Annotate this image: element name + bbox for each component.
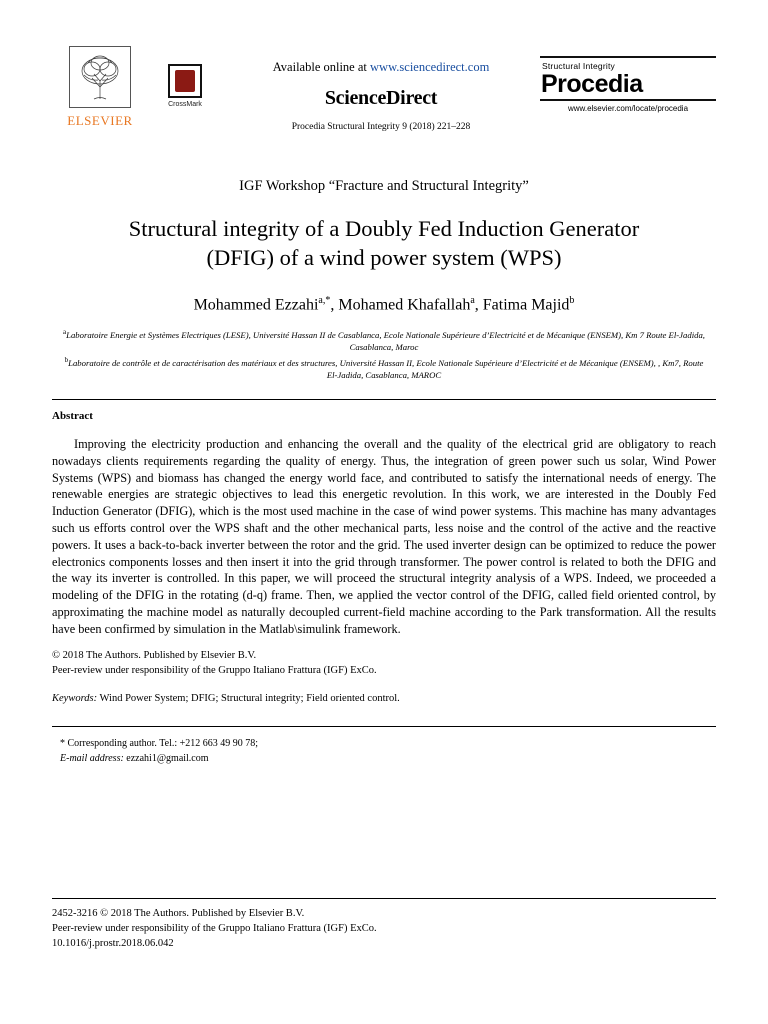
affiliation-a: [52, 328, 716, 354]
crossmark-icon: [168, 64, 202, 98]
divider-above-abstract: [52, 399, 716, 400]
page-footer: [52, 906, 716, 952]
affiliation-a-marker: a: [63, 327, 67, 336]
author-1: Mohammed Ezzahi: [193, 295, 319, 313]
author-list: [52, 295, 716, 314]
elsevier-tree-icon: [69, 46, 131, 108]
email-label: E-mail address:: [60, 752, 124, 764]
crossmark-label: CrossMark: [168, 101, 202, 108]
elsevier-wordmark: ELSEVIER: [67, 113, 133, 128]
available-online-line: [222, 60, 540, 75]
footer-line-1: 2452-3216 © 2018 The Authors. Published by Elsevier B.V.: [52, 908, 305, 919]
author-2: , Mohamed Khafallah: [330, 295, 471, 313]
journal-reference: Procedia Structural Integrity 9 (2018) 221–228: [291, 122, 471, 132]
author-1-affil-marker: a,*: [318, 294, 331, 306]
available-online-text: Available online at: [272, 60, 367, 74]
title-line-2: (DFIG) of a wind power system (WPS): [206, 244, 562, 270]
affiliation-b-marker: b: [64, 355, 69, 364]
keywords-line: [52, 693, 716, 704]
footer-doi: 10.1016/j.prostr.2018.06.042: [52, 938, 174, 950]
sciencedirect-wordmark: ScienceDirect: [324, 87, 438, 109]
divider-above-footnote: [52, 726, 716, 727]
email-value[interactable]: ezzahi1@gmail.com: [126, 752, 209, 764]
procedia-title: Procedia: [541, 70, 643, 98]
copyright-line-1: © 2018 The Authors. Published by Elsevier B.V.: [52, 650, 257, 662]
crossmark-inner-shape: [175, 70, 195, 92]
abstract-text: Improving the electricity production and enhancing the overall and the quality of the electrical grid are obligatory to reach nowadays clients requirements regarding the quality of energy. Thus, the integration of green power such us solar, Wind Power Systems (WPS) and biomass has changed the energy world face, and contributed to satisfy the international needs of energy. The renewable energies are strategic objectives to lead this energetic revolution. In this work, we are interested in the Doubly Fed Induction Generator (DFIG), which is the most used machine in the case of wind power systems. This machine has many advantages such us efforts control over the WPS shaft and the other mechanical parts, less noise and the control of the active and the reactive powers. It uses a back-to-back inverter between the rotor and the grid. The used inverter design can be optimized to reduce the power electronics components losses and then insert it into the grid through transformer. The power control is related to both the DFIG and the way its inverter is controlled. In this paper, we will proceed the structural integrity analysis of a WPS. Indeed, we proceeded a modeling of the DFIG in the rotating (d-q) frame. Then, we applied the vector control of the DFIG, called field oriented control, by approximating the machine model as naturally decoupled current-field machine according to the Park transformation. All the results have been confirmed by simulation in the Matlab\simulink framework.: [52, 437, 716, 636]
sciencedirect-block: [222, 42, 540, 132]
crossmark-logo[interactable]: [148, 42, 222, 108]
email-line: [60, 751, 716, 766]
procedia-rule-top: [540, 56, 716, 58]
footer-line-2: Peer-review under responsibility of the Gruppo Italiano Frattura (IGF) ExCo.: [52, 923, 377, 935]
abstract-heading: Abstract: [52, 410, 93, 423]
keywords-value: Wind Power System; DFIG; Structural integrity; Field oriented control.: [99, 692, 400, 704]
paper-content: [52, 42, 716, 766]
sciencedirect-link[interactable]: www.sciencedirect.com: [370, 60, 490, 74]
procedia-url: www.elsevier.com/locate/procedia: [567, 104, 689, 114]
footer-divider: [52, 898, 716, 899]
copyright-block: [52, 649, 716, 678]
page-title: [52, 215, 716, 273]
workshop-line: IGF Workshop “Fracture and Structural Integrity”: [239, 178, 529, 194]
affiliation-b: [52, 356, 716, 382]
copyright-line-2: Peer-review under responsibility of the Gruppo Italiano Frattura (IGF) ExCo.: [52, 665, 377, 677]
author-2-affil-marker: a: [470, 294, 475, 306]
corresponding-author-line: * Corresponding author. Tel.: +212 663 49 90 78;: [60, 737, 259, 749]
author-3-affil-marker: b: [569, 294, 575, 306]
affiliation-a-text: Laboratoire Energie et Systèmes Electriques (LESE), Université Hassan II de Casablanca, Ecole Nationale Supérieure d’Electricité et de Mécanique (ENSEM), Km 7 Route El-Jadida, Casablanca, Maroc: [66, 329, 705, 353]
corresponding-author-note: [52, 736, 716, 766]
title-line-1: Structural integrity of a Doubly Fed Induction Generator: [128, 216, 640, 241]
elsevier-logo: [52, 42, 148, 129]
procedia-rule-bottom: [540, 99, 716, 101]
author-3: , Fatima Majid: [474, 295, 570, 313]
procedia-logo: [540, 42, 716, 113]
affiliation-b-text: Laboratoire de contrôle et de caractérisation des matériaux et des structures, Université Hassan II, Ecole Nationale Supérieure d’Electricité et de Mécanique (ENSEM), , Km7, Route El-Jadida, Casablanca, MAROC: [68, 357, 704, 380]
procedia-subtitle: Structural Integrity: [542, 61, 615, 71]
journal-masthead: [52, 42, 716, 152]
keywords-label: Keywords:: [52, 692, 98, 704]
